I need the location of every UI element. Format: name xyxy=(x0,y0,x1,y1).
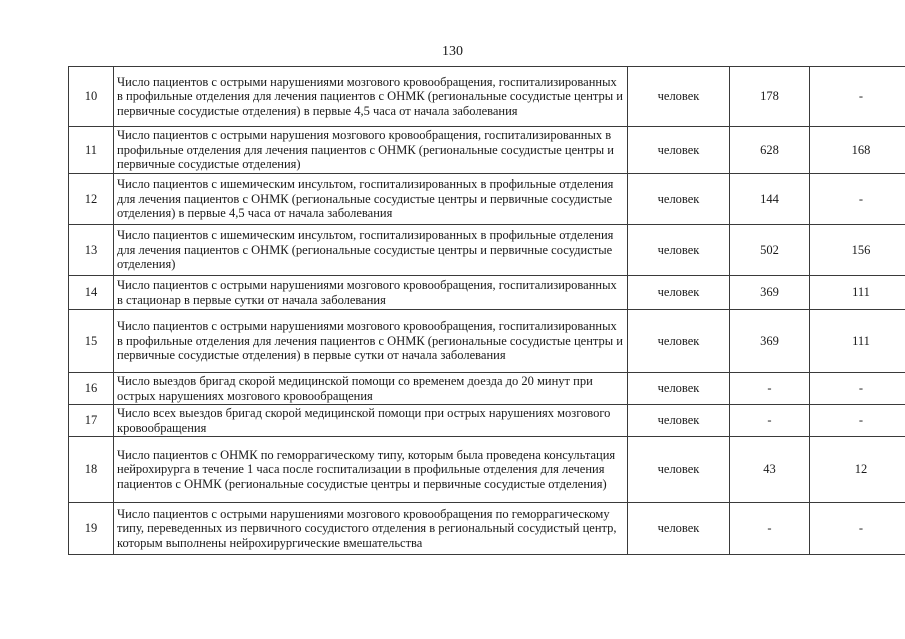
row-number: 15 xyxy=(69,310,114,373)
row-description: Число пациентов с острыми нарушениями мозгового кровообращения, госпитализированных в профильные отделения для лечения пациентов с ОНМК (региональные сосудистые центры и первичные сосудистые отделения) в первые сутки от начала заболевания xyxy=(114,310,628,373)
table-row xyxy=(69,503,905,555)
page-number: 130 xyxy=(442,44,463,59)
row-value-1: 502 xyxy=(730,225,810,276)
row-value-1: 144 xyxy=(730,174,810,225)
row-value-2: 111 xyxy=(810,276,905,310)
row-value-1: - xyxy=(730,405,810,437)
table-row xyxy=(69,276,905,310)
row-number: 10 xyxy=(69,67,114,127)
row-unit: человек xyxy=(628,276,730,310)
row-value-2: - xyxy=(810,503,905,555)
row-value-2: - xyxy=(810,373,905,405)
row-value-1: 178 xyxy=(730,67,810,127)
row-description: Число пациентов с острыми нарушениями мозгового кровообращения, госпитализированных в профильные отделения для лечения пациентов с ОНМК (региональные сосудистые центры и первичные сосудистые отделения) в первые 4,5 часа от начала заболевания xyxy=(114,67,628,127)
row-value-1: - xyxy=(730,373,810,405)
row-value-2: 168 xyxy=(810,127,905,174)
table-row xyxy=(69,127,905,174)
row-value-1: 43 xyxy=(730,437,810,503)
row-description: Число пациентов с острыми нарушениями мозгового кровообращения, госпитализированных в стационар в первые сутки от начала заболевания xyxy=(114,276,628,310)
row-number: 16 xyxy=(69,373,114,405)
row-value-2: - xyxy=(810,67,905,127)
row-description: Число пациентов с острыми нарушениями мозгового кровообращения по геморрагическому типу, переведенных из первичного сосудистого отделения в региональный сосудистый центр, которым выполнены нейрохирургические вмешательства xyxy=(114,503,628,555)
row-unit: человек xyxy=(628,437,730,503)
row-value-2: - xyxy=(810,405,905,437)
row-unit: человек xyxy=(628,67,730,127)
row-value-1: - xyxy=(730,503,810,555)
indicators-table-body xyxy=(69,67,905,555)
indicators-table xyxy=(68,66,905,555)
table-row xyxy=(69,373,905,405)
row-value-2: - xyxy=(810,174,905,225)
row-number: 12 xyxy=(69,174,114,225)
row-value-1: 628 xyxy=(730,127,810,174)
row-number: 14 xyxy=(69,276,114,310)
row-description: Число всех выездов бригад скорой медицинской помощи при острых нарушениях мозгового кровообращения xyxy=(114,405,628,437)
row-value-1: 369 xyxy=(730,276,810,310)
row-unit: человек xyxy=(628,127,730,174)
row-description: Число выездов бригад скорой медицинской помощи со временем доезда до 20 минут при острых нарушениях мозгового кровообращения xyxy=(114,373,628,405)
table-row xyxy=(69,174,905,225)
row-description: Число пациентов с острыми нарушения мозгового кровообращения, госпитализированных в профильные отделения для лечения пациентов с ОНМК (региональные сосудистые центры и первичные сосудистые отделения) xyxy=(114,127,628,174)
row-value-1: 369 xyxy=(730,310,810,373)
row-description: Число пациентов с ОНМК по геморрагическому типу, которым была проведена консультация нейрохирурга в течение 1 часа после госпитализации в профильные отделения для лечения пациентов с ОНМК (региональные сосудистые центры и первичные сосудистые отделения) xyxy=(114,437,628,503)
row-unit: человек xyxy=(628,373,730,405)
table-row xyxy=(69,405,905,437)
row-unit: человек xyxy=(628,405,730,437)
table-row xyxy=(69,225,905,276)
row-number: 18 xyxy=(69,437,114,503)
row-number: 13 xyxy=(69,225,114,276)
row-description: Число пациентов с ишемическим инсультом, госпитализированных в профильные отделения для лечения пациентов с ОНМК (региональные сосудистые центры и первичные сосудистые отделения) в первые 4,5 часа от начала заболевания xyxy=(114,174,628,225)
row-value-2: 156 xyxy=(810,225,905,276)
table-row xyxy=(69,310,905,373)
table-row xyxy=(69,67,905,127)
row-unit: человек xyxy=(628,174,730,225)
row-unit: человек xyxy=(628,225,730,276)
row-value-2: 111 xyxy=(810,310,905,373)
row-unit: человек xyxy=(628,310,730,373)
row-description: Число пациентов с ишемическим инсультом, госпитализированных в профильные отделения для лечения пациентов с ОНМК (региональные сосудистые центры и первичные сосудистые отделения) xyxy=(114,225,628,276)
row-number: 11 xyxy=(69,127,114,174)
row-unit: человек xyxy=(628,503,730,555)
row-value-2: 12 xyxy=(810,437,905,503)
table-row xyxy=(69,437,905,503)
row-number: 17 xyxy=(69,405,114,437)
row-number: 19 xyxy=(69,503,114,555)
